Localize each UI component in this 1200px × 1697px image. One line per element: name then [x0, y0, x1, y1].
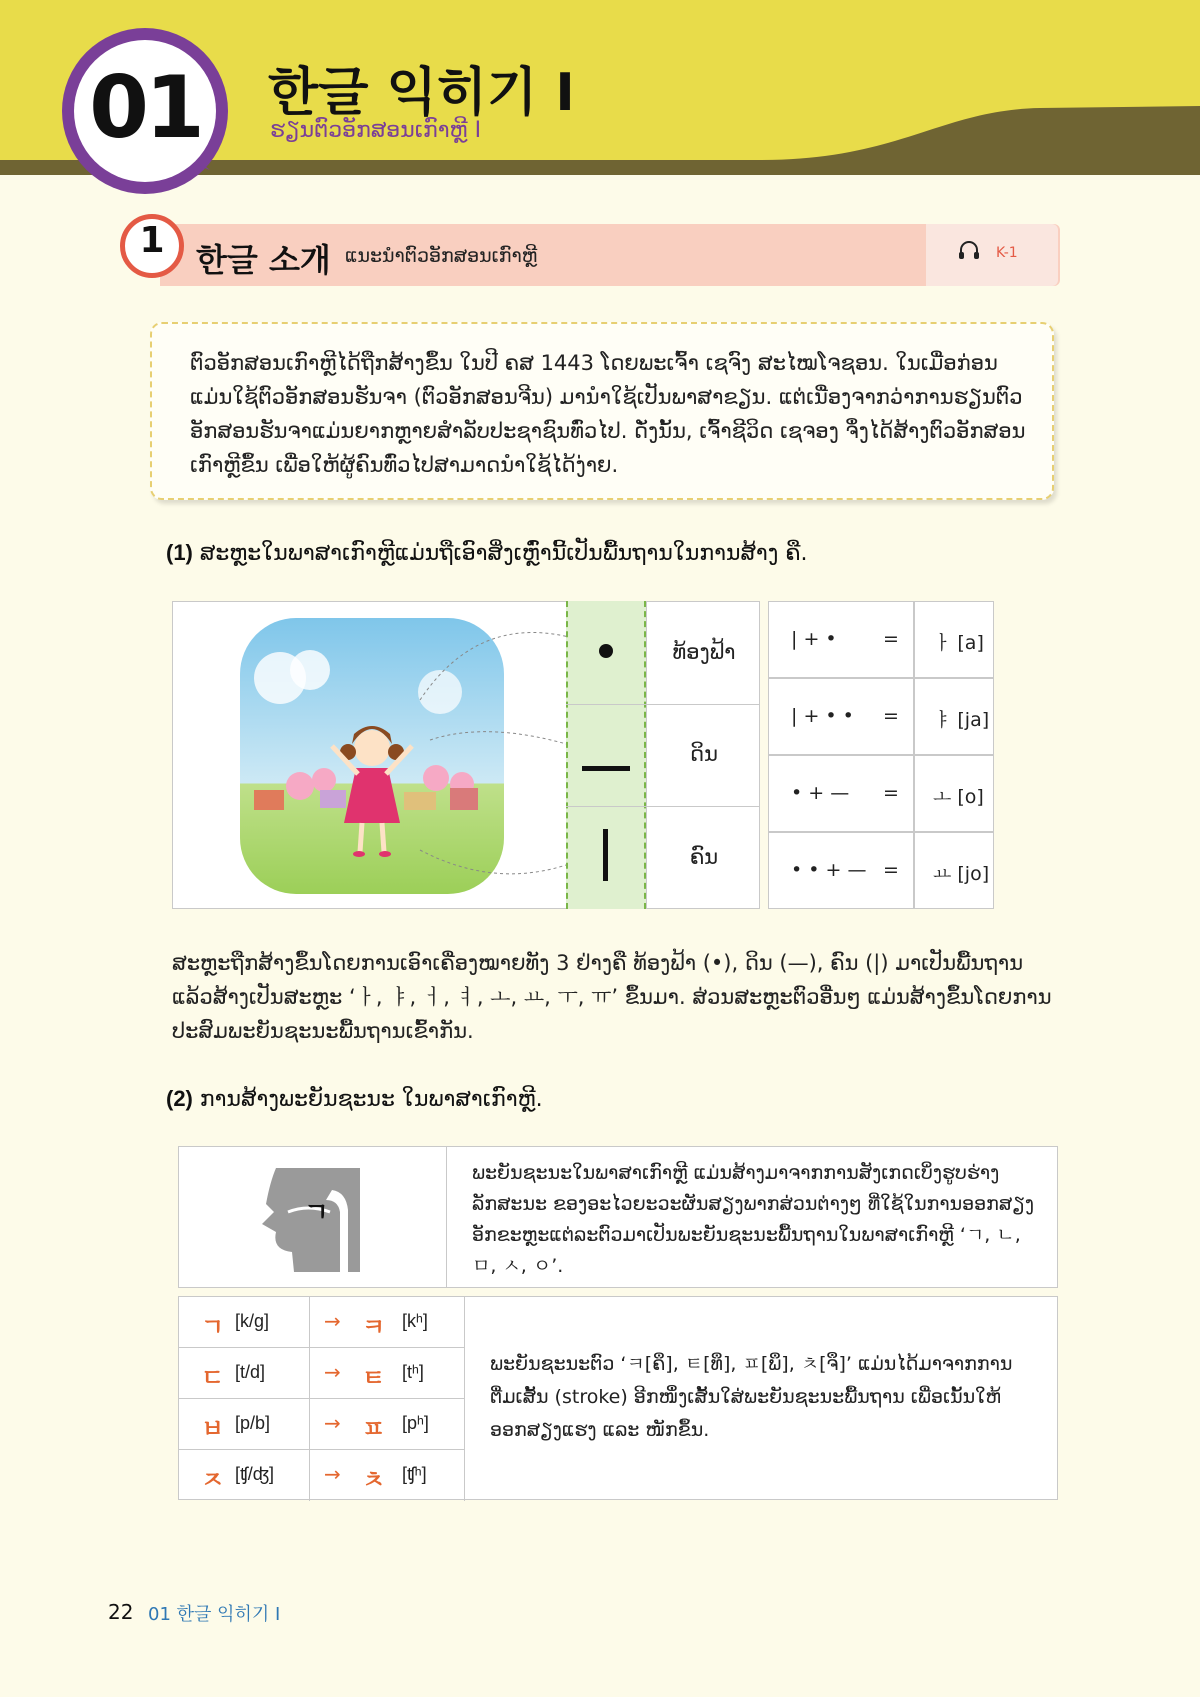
vowel-row-1-result: ㅏ [a] — [914, 601, 994, 678]
headphones-icon[interactable] — [958, 240, 980, 260]
aspirated-consonant-cell: → ㅊ [ʧʰ] — [310, 1450, 465, 1501]
audio-track-code[interactable]: K-1 — [996, 245, 1018, 261]
symbol-meaning-earth: ດິນ — [690, 742, 718, 766]
vowel-row-2-result: ㅑ [ja] — [914, 678, 994, 755]
question-1-label: (1) — [166, 540, 193, 565]
base-consonant-cell: ㅈ [ʧ/ʤ] — [179, 1450, 310, 1501]
mouth-diagram-label: ㄱ — [304, 1198, 330, 1228]
intro-text: ຕົວອັກສອນເກົາຫຼີໄດ້ຖືກສ້າງຂຶ້ນ ໃນປີ ຄສ 1443 ໂດຍພະເຈົ້າ ເຊຈົງ ສະໄໝໂຈຊອນ. ໃນເມື່ອກ່ອນແມ່ນໃຊ້ຕົວອັກສອນຮັນຈາ (ຕົວອັກສອນຈີນ) ມານຳໃຊ້ເປັນພາສາຂຽນ. ແຕ່ເນື່ອງຈາກວ່າການຮຽນຕົວອັກສອນຮັນຈາແມ່ນຍາກຫຼາຍສຳລັບປະຊາຊົນທົ່ວໄປ. ດັ່ງນັ້ນ, ເຈົ້າຊີວິດ ເຊຈອງ ຈຶ່ງໄດ້ສ້າງຕົວອັກສອນເກົາຫຼີຂຶ້ນ ເພື່ອໃຫ້ຜູ້ຄົນທົ່ວໄປສາມາດນຳໃຊ້ໄດ້ງ່າຍ. — [190, 351, 1026, 477]
vowel-row-4-result: ㅛ [jo] — [914, 832, 994, 909]
question-2-heading — [166, 1086, 543, 1112]
vowel-explanation: ສະຫຼະຖືກສ້າງຂຶ້ນໂດຍການເອົາເຄື່ອງໝາຍທັງ 3 ຢ່າງຄື ທ້ອງຟ້າ (•), ດິນ (—), ຄົນ (|) ມາເປັນພື້ນຖານແລ້ວສ້າງເປັນສະຫຼະ ‘ㅏ, ㅑ, ㅓ, ㅕ, ㅗ, ㅛ, ㅜ, ㅠ’ ຂຶ້ນມາ. ສ່ວນສະຫຼະຕົວອື່ນໆ ແມ່ນສ້າງຂຶ້ນໂດຍການປະສົມພະຍັນຊະນະພື້ນຖານເຂົ້າກັນ. — [172, 951, 1052, 1043]
aspirated-consonant-note: ພະຍັນຊະນະຕົວ ‘ㅋ[ຄຶ], ㅌ[ທຶ], ㅍ[ພຶ], ㅊ[ຈຶ]’ ແມ່ນໄດ້ມາຈາກການຕື່ມເສັ້ນ (stroke) ອີກໜຶ່ງເສັ້ນໃສ່ພະຍັນຊະນະພື້ນຖານ ເພື່ອເນັ້ນໃຫ້ອອກສຽງແຮງ ແລະ ໜັກຂຶ້ນ. — [490, 1353, 1013, 1441]
chapter-subtitle: ຮຽນຕົວອັກສອນເກົາຫຼີ I — [270, 118, 482, 143]
vowel-row-3-formula: • + — = — [768, 755, 914, 832]
chapter-number: 01 — [89, 58, 201, 158]
base-consonant-cell: ㄷ [t/d] — [179, 1348, 310, 1399]
vowel-row-1-formula: | + • = — [768, 601, 914, 678]
aspirated-consonant-cell: → ㅌ [tʰ] — [310, 1348, 465, 1399]
chapter-title: 한글 익히기 I — [268, 63, 575, 123]
section-subtitle: ແນະນຳຕົວອັກສອນເກົາຫຼີ — [345, 245, 538, 267]
question-1-text: ສະຫຼະໃນພາສາເກົາຫຼີແມ່ນຖືເອົາສິ່ງເຫຼົ່ານີ້ເປັນພື້ນຖານໃນການສ້າງ ຄື. — [199, 541, 808, 566]
symbol-meaning-sky: ທ້ອງຟ້າ — [672, 640, 736, 664]
aspirated-consonant-cell: → ㅋ [kʰ] — [310, 1297, 465, 1348]
consonant-origin-text: ພະຍັນຊະນະໃນພາສາເກົາຫຼີ ແມ່ນສ້າງມາຈາກການສັງເກດເບິ່ງຮູບຮ່າງລັກສະນະ ຂອງອະໄວຍະວະຜັນສຽງພາກສ່ວນຕ່າງໆ ທີ່ໃຊ້ໃນການອອກສຽງອັກຂະຫຼະແຕ່ລະຕົວມາເປັນພະຍັນຊະນະພື້ນຖານໃນພາສາເກົາຫຼີ ‘ㄱ, ㄴ, ㅁ, ㅅ, ㅇ’. — [472, 1162, 1034, 1277]
figure-2-divider — [446, 1146, 447, 1288]
symbol-glyphs — [566, 601, 646, 909]
question-2-label: (2) — [166, 1086, 193, 1111]
vowel-formation-table — [768, 601, 994, 909]
base-consonant-cell: ㅂ [p/b] — [179, 1399, 310, 1450]
footer-chapter: 01 한글 익히기 I — [148, 1604, 281, 1625]
section-title: 한글 소개 — [196, 241, 331, 279]
person-line-symbol — [603, 829, 608, 881]
vowel-row-4-formula: • • + — = — [768, 832, 914, 909]
base-consonant-cell: ㄱ [k/g] — [179, 1297, 310, 1348]
column-divider — [646, 601, 647, 909]
question-2-text: ການສ້າງພະຍັນຊະນະ ໃນພາສາເກົາຫຼີ. — [199, 1087, 543, 1112]
sky-dot-symbol — [599, 644, 613, 658]
symbol-meaning-person: ຄົນ — [689, 845, 719, 869]
page-number: 22 — [108, 1600, 134, 1624]
question-1-heading — [166, 540, 808, 566]
aspirated-consonant-cell: → ㅍ [pʰ] — [310, 1399, 465, 1450]
vowel-row-3-result: ㅗ [o] — [914, 755, 994, 832]
section-number: 1 — [139, 220, 165, 261]
section-audio-area — [926, 224, 1058, 286]
vowel-row-2-formula: | + • • = — [768, 678, 914, 755]
earth-line-symbol — [582, 766, 630, 771]
